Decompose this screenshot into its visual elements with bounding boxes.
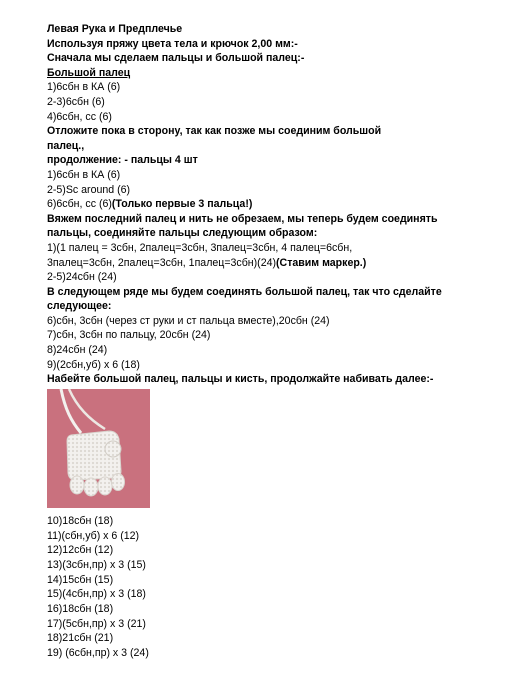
continuation-row: 11)(сбн,уб) х 6 (12) <box>47 529 140 542</box>
fingers-row: 2-5)Sc around (6) <box>47 183 131 196</box>
join-row-1-text: 3палец=3сбн, 2палец=3сбн, 1палец=3сбн)(24) <box>47 256 277 269</box>
continuation-row: 13)(3сбн,пр) х 3 (15) <box>47 558 146 571</box>
continuation-row: 10)18сбн (18) <box>47 514 114 527</box>
join-note-cont: пальцы, соединяйте пальцы следующим образом: <box>47 227 318 240</box>
thumb-join-row: 8)24сбн (24) <box>47 344 108 357</box>
thumb-join-row: 9)(2сбн,уб) х 6 (18) <box>47 358 140 371</box>
join-note: Вяжем последний палец и нить не обрезаем, мы теперь будем соединять <box>47 212 438 225</box>
thumb-row: 4)6сбн, сс (6) <box>47 110 112 123</box>
fingers-row-6-note: (Только первые 3 пальца!) <box>111 198 253 211</box>
fingers-row: 1)6сбн в КА (6) <box>47 168 121 181</box>
thumb-join-row: 7)сбн, 3сбн по пальцу, 20сбн (24) <box>47 329 211 342</box>
thumb-row: 1)6сбн в КА (6) <box>47 81 121 94</box>
crocheted-hand-photo <box>47 389 150 508</box>
continuation-row: 19) (6сбн,пр) х 3 (24) <box>47 647 149 660</box>
thumb-note-cont: палец., <box>47 139 85 152</box>
continuation-row: 17)(5сбн,пр) х 3 (21) <box>47 617 146 630</box>
thumb-shape <box>105 441 121 457</box>
fingers-row-6-text: 6)6сбн, сс (6) <box>47 198 112 211</box>
finger-1 <box>70 476 84 494</box>
continuation-rows <box>47 514 487 661</box>
materials-line: Используя пряжу цвета тела и крючок 2,00 мм:- <box>47 37 298 50</box>
thumb-join-row: 6)сбн, 3сбн (через ст руки и ст пальца вместе),20сбн (24) <box>47 314 330 327</box>
thumb-join-note-cont: следующее: <box>47 300 112 313</box>
continuation-row: 14)15сбн (15) <box>47 573 114 586</box>
fingers-row-6 <box>47 197 487 212</box>
thumb-heading: Большой палец <box>47 66 131 79</box>
finger-3 <box>98 477 112 495</box>
stuffing-note: Набейте большой палец, пальцы и кисть, продолжайте набивать далее:- <box>47 373 434 386</box>
continuation-row: 18)21сбн (21) <box>47 632 114 645</box>
thumb-row: 2-3)6сбн (6) <box>47 95 105 108</box>
intro-line: Сначала мы сделаем пальцы и большой палец:- <box>47 52 305 65</box>
finger-2 <box>84 478 98 496</box>
join-row-2: 2-5)24сбн (24) <box>47 271 117 284</box>
join-row-1-cont <box>47 256 487 271</box>
continuation-row: 12)12сбн (12) <box>47 544 114 557</box>
join-row-1: 1)(1 палец = 3сбн, 2палец=3сбн, 3палец=3сбн, 4 палец=6сбн, <box>47 241 353 254</box>
finger-4 <box>112 473 125 490</box>
fingers-heading: продолжение: - пальцы 4 шт <box>47 154 198 167</box>
hand-illustration <box>47 389 150 508</box>
continuation-row: 16)18сбн (18) <box>47 603 114 616</box>
continuation-row: 15)(4сбн,пр) х 3 (18) <box>47 588 146 601</box>
doc-title: Левая Рука и Предплечье <box>47 23 183 35</box>
thumb-join-note: В следующем ряде мы будем соединять большой палец, так что сделайте <box>47 285 442 298</box>
marker-note: (Ставим маркер.) <box>276 256 367 269</box>
document-page <box>47 22 487 661</box>
thumb-note: Отложите пока в сторону, так как позже мы соединим большой <box>47 125 382 138</box>
